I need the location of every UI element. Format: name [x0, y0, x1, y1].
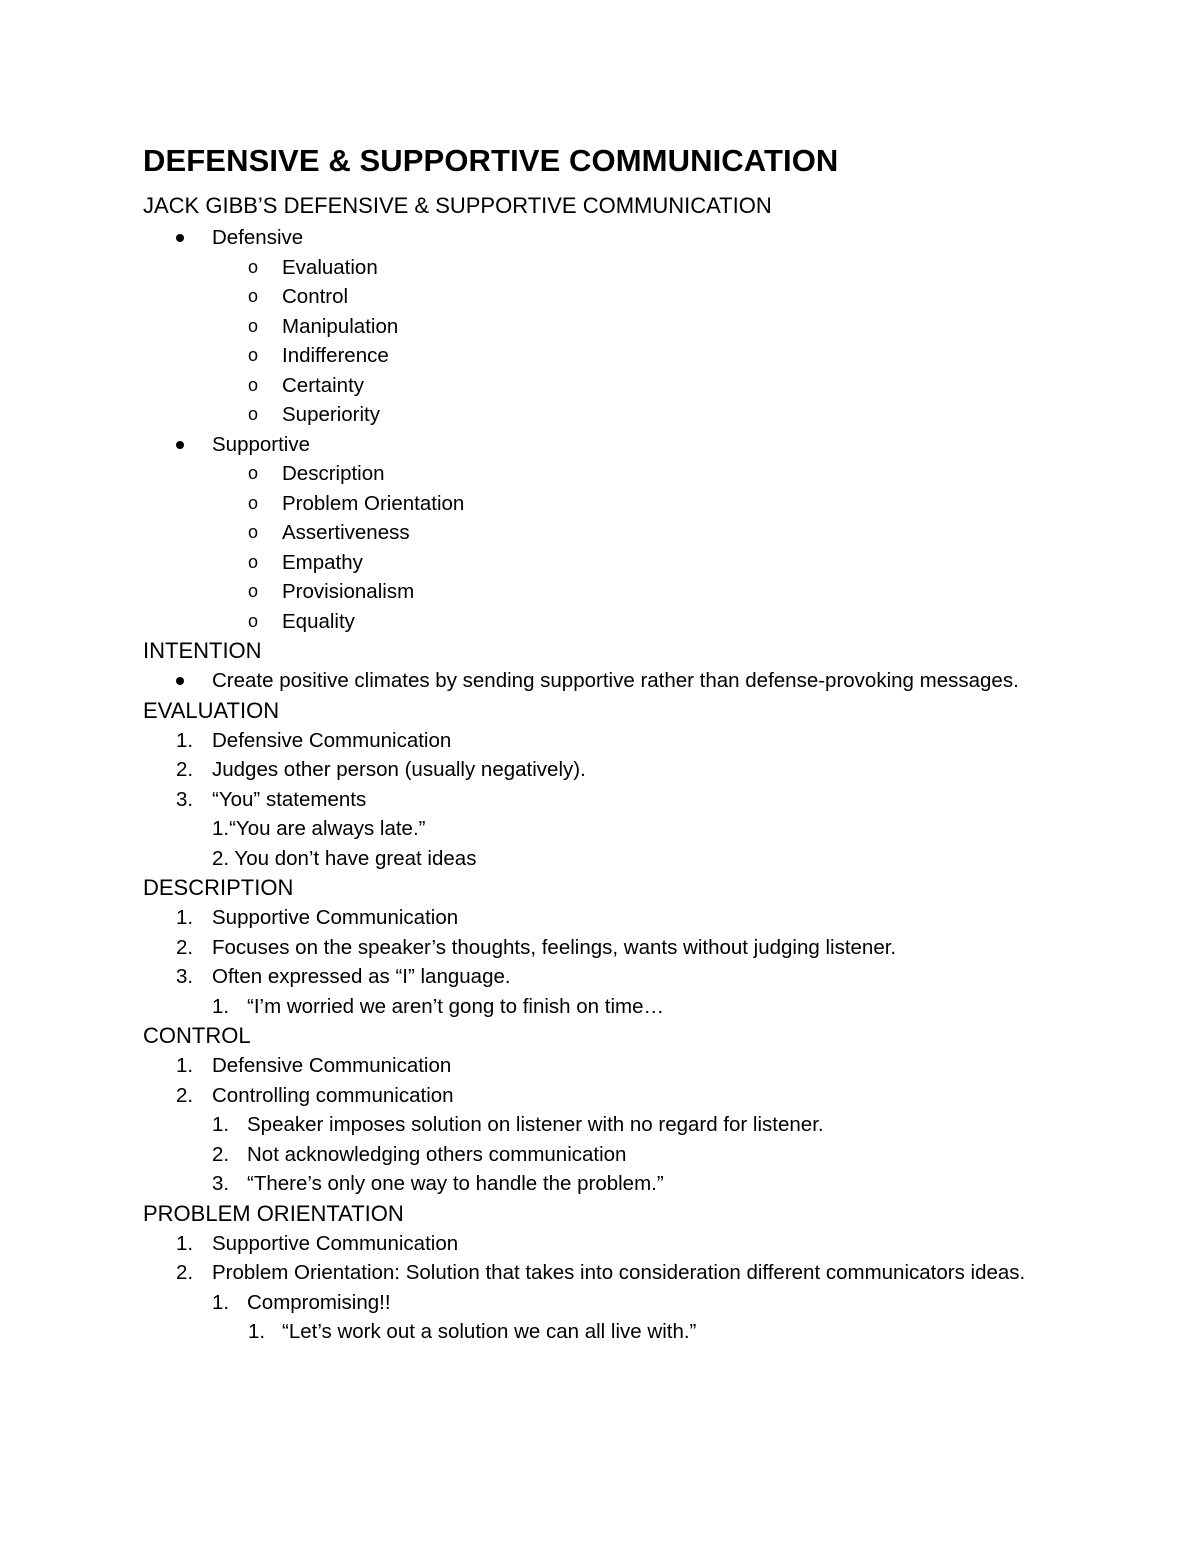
list-item: 1. Supportive Communication [176, 906, 459, 929]
list-item: 2. Controlling communication [176, 1083, 454, 1107]
section-heading-evaluation: EVALUATION [143, 697, 280, 723]
list-item: 1. Supportive Communication [176, 1231, 459, 1255]
example-line: 2. You don’t have great ideas [212, 846, 477, 870]
sub-list-item: 3. “There’s only one way to handle the problem.” [212, 1172, 664, 1195]
list-item: o Certainty [143, 371, 1073, 401]
circle-bullet-icon: o [248, 256, 259, 277]
list-item: o Description [143, 459, 1073, 489]
list-item: 2. Judges other person (usually negatively). [176, 758, 586, 781]
section-heading-description: DESCRIPTION [143, 875, 294, 900]
section-heading-control: CONTROL [143, 1023, 251, 1048]
list-item: o Assertiveness [143, 518, 1073, 548]
list-item: o Manipulation [143, 312, 1073, 342]
sub-list-item: 1. “I’m worried we aren’t gong to finish on time… [212, 994, 665, 1018]
example-line: 1.“You are always late.” [212, 817, 426, 840]
list-item: o Empathy [143, 548, 1073, 578]
circle-bullet-icon: o [248, 374, 259, 395]
sub-list-item: 1. Compromising!! [212, 1290, 391, 1314]
circle-bullet-icon: o [248, 345, 259, 365]
sub-sub-list-item: 1. “Let’s work out a solution we can all live with.” [248, 1320, 697, 1343]
list-item: 2. Focuses on the speaker’s thoughts, feelings, wants without judging listener. [176, 935, 897, 959]
list-item: Defensive [143, 223, 1073, 253]
list-item: Supportive [143, 430, 1073, 460]
document-page [143, 143, 1073, 1347]
circle-bullet-icon: o [248, 610, 259, 631]
circle-bullet-icon: o [248, 581, 259, 601]
circle-bullet-icon: o [248, 404, 259, 424]
list-item: Create positive climates by sending supportive rather than defense-provoking messages. [143, 666, 1073, 696]
document-title: DEFENSIVE & SUPPORTIVE COMMUNICATION [143, 143, 839, 178]
circle-bullet-icon: o [248, 286, 259, 306]
list-item: o Control [143, 282, 1073, 312]
list-item: o Superiority [143, 400, 1073, 430]
circle-bullet-icon: o [248, 551, 259, 572]
circle-bullet-icon: o [248, 492, 259, 513]
list-item: 2. Problem Orientation: Solution that takes into consideration different communicators ideas. [176, 1261, 1026, 1284]
bullet-icon [176, 441, 184, 449]
circle-bullet-icon: o [248, 463, 259, 483]
bullet-icon [176, 234, 184, 242]
list-item: o Evaluation [143, 253, 1073, 283]
list-item: 3. Often expressed as “I” language. [176, 965, 511, 988]
list-item: 3. “You” statements [176, 787, 367, 811]
list-item: 1. Defensive Communication [176, 728, 452, 752]
circle-bullet-icon: o [248, 522, 259, 542]
section-heading-intention: INTENTION [143, 638, 262, 663]
list-item: o Indifference [143, 341, 1073, 371]
list-item: o Equality [143, 607, 1073, 637]
sub-list-item: 2. Not acknowledging others communication [212, 1142, 627, 1166]
section-subtitle: JACK GIBB’S DEFENSIVE & SUPPORTIVE COMMUNICATION [143, 193, 772, 218]
list-item: o Problem Orientation [143, 489, 1073, 519]
circle-bullet-icon: o [248, 315, 259, 336]
section-heading-problem-orientation: PROBLEM ORIENTATION [143, 1200, 404, 1226]
sub-list-item: 1. Speaker imposes solution on listener with no regard for listener. [212, 1113, 824, 1136]
list-item: 1. Defensive Communication [176, 1054, 452, 1077]
bullet-icon [176, 677, 184, 685]
list-item: o Provisionalism [143, 577, 1073, 607]
